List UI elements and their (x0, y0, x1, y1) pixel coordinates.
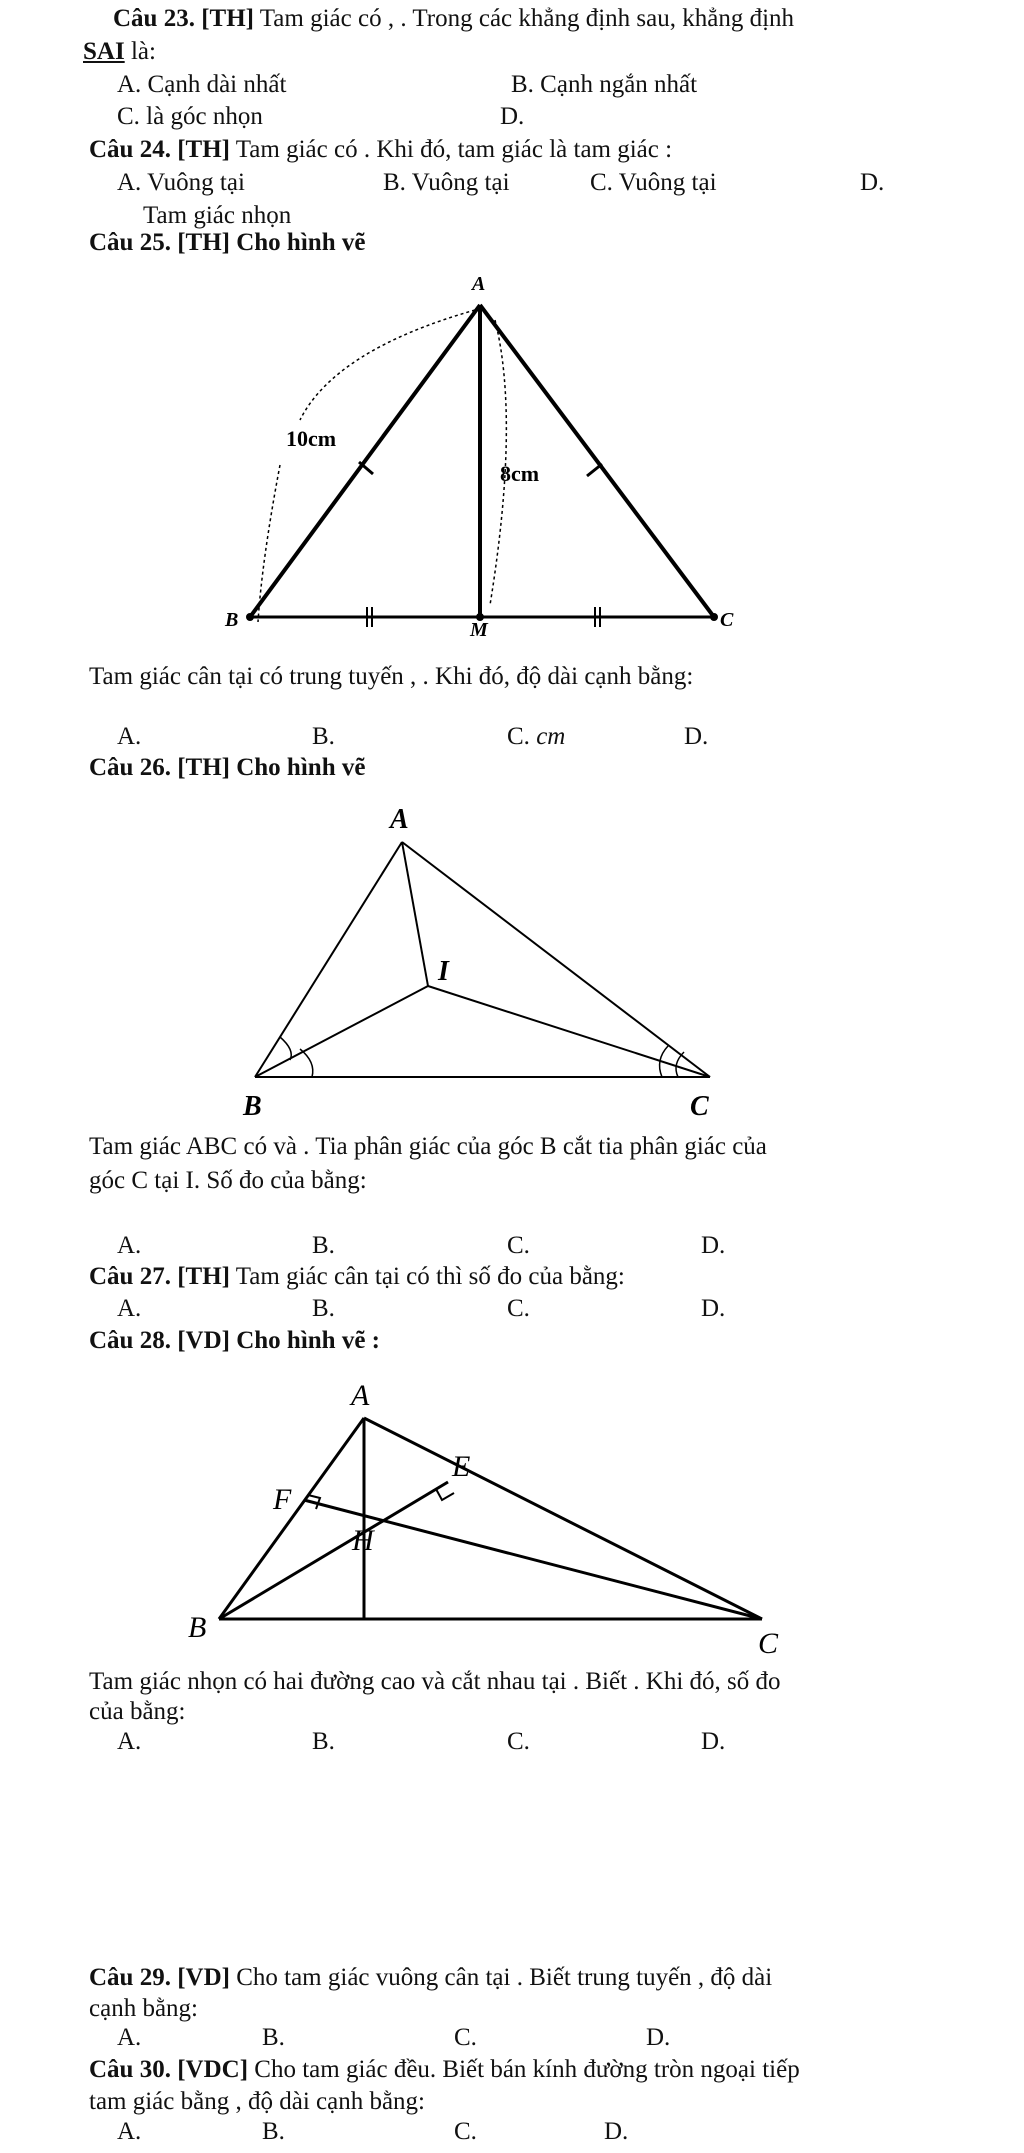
q24-option-d: D. (860, 169, 885, 196)
q24-body: Tam giác có . Khi đó, tam giác là tam giác : (229, 136, 673, 163)
q27-option-a: A. (117, 1295, 142, 1322)
q28-option-d: D. (701, 1728, 726, 1755)
q24-head: Câu 24. [TH] (89, 136, 230, 163)
q25-option-b: B. (312, 723, 335, 750)
q30-head: Câu 30. [VDC] (89, 2056, 249, 2083)
q25-label-c: C (720, 609, 734, 631)
q25-arc-top (300, 310, 475, 420)
q24-option-d-text: Tam giác nhọn (143, 202, 292, 229)
q27-option-c: C. (507, 1295, 530, 1322)
q25-option-c (507, 722, 565, 752)
q29-option-c: C. (454, 2024, 477, 2051)
q29-text-line1 (89, 1963, 772, 1993)
q28-text-line2: của bằng: (89, 1698, 186, 1725)
q29-text-line2: cạnh bằng: (89, 1995, 198, 2022)
q29-option-a: A. (117, 2024, 142, 2051)
q25-label-10cm: 10cm (286, 426, 337, 451)
q23-option-c: C. là góc nhọn (117, 103, 263, 130)
q28-option-b: B. (312, 1728, 335, 1755)
q28-text-line1: Tam giác nhọn có hai đường cao và cắt nhau tại . Biết . Khi đó, số đo (89, 1668, 781, 1695)
q23-option-a: A. Cạnh dài nhất (117, 71, 287, 98)
q25-side-ab (250, 305, 480, 617)
q30-text-line1 (89, 2055, 800, 2085)
q25-point-b (247, 614, 254, 621)
q25-option-d: D. (684, 723, 709, 750)
q30-body: Cho tam giác đều. Biết bán kính đường tròn ngoại tiếp (248, 2056, 800, 2083)
q24-option-c: C. Vuông tại (590, 169, 717, 196)
q24-option-b: B. Vuông tại (383, 169, 510, 196)
q30-text-line2: tam giác bằng , độ dài cạnh bằng: (89, 2088, 425, 2115)
q25-text: Tam giác cân tại có trung tuyến , . Khi đó, độ dài cạnh bằng: (89, 663, 694, 690)
q26-label-i: I (438, 956, 449, 987)
q26-side-ab (255, 842, 402, 1077)
q26-option-a: A. (117, 1232, 142, 1259)
q28-head: Câu 28. [VD] Cho hình vẽ : (89, 1327, 381, 1354)
q29-option-b: B. (262, 2024, 285, 2051)
q27-option-d: D. (701, 1295, 726, 1322)
q28-side-ac (364, 1418, 762, 1619)
q29-option-d: D. (646, 2024, 671, 2051)
q25-label-m: M (470, 619, 488, 641)
q28-right-angle-e (436, 1489, 454, 1500)
q28-side-ab (219, 1418, 364, 1619)
q25-option-c-unit: cm (536, 723, 566, 750)
q26-text-line1: Tam giác ABC có và . Tia phân giác của góc B cắt tia phân giác của (89, 1133, 767, 1160)
q26-segment-ci (428, 986, 710, 1077)
q26-figure (255, 842, 710, 1077)
q26-option-c: C. (507, 1232, 530, 1259)
q27-body: Tam giác cân tại có thì số đo của bằng: (229, 1263, 625, 1290)
q23-body: Tam giác có , . Trong các khẳng định sau, khẳng định (253, 5, 795, 32)
q29-body: Cho tam giác vuông cân tại . Biết trung tuyến , độ dài (229, 1964, 773, 1991)
q26-segment-ai (402, 842, 428, 986)
q27-head: Câu 27. [TH] (89, 1263, 230, 1290)
q30-option-b: B. (262, 2118, 285, 2145)
q30-option-c: C. (454, 2118, 477, 2145)
q25-label-b: B (225, 609, 239, 631)
q28-label-b: B (188, 1611, 207, 1644)
q26-option-b: B. (312, 1232, 335, 1259)
q28-option-a: A. (117, 1728, 142, 1755)
q28-altitude-be (219, 1482, 448, 1619)
q28-label-e: E (452, 1450, 471, 1483)
q23-sai: SAI (83, 38, 125, 65)
q27-text (89, 1262, 625, 1292)
q28-label-a: A (351, 1379, 370, 1412)
q25-tick-ac (587, 464, 602, 476)
q24-option-a: A. Vuông tại (117, 169, 245, 196)
q23-head: Câu 23. [TH] (113, 5, 254, 32)
q25-head: Câu 25. [TH] Cho hình vẽ (89, 229, 366, 256)
q26-label-a: A (390, 804, 409, 835)
q26-head: Câu 26. [TH] Cho hình vẽ (89, 754, 366, 781)
q26-label-c: C (690, 1091, 709, 1122)
q28-label-c: C (758, 1627, 779, 1660)
q28-label-f: F (273, 1483, 292, 1516)
q25-label-a: A (472, 273, 486, 295)
q30-option-a: A. (117, 2118, 142, 2145)
q23-option-d: D. (500, 103, 525, 130)
q25-label-8cm: 8cm (500, 461, 540, 486)
q28-option-c: C. (507, 1728, 530, 1755)
q30-option-d: D. (604, 2118, 629, 2145)
q27-option-b: B. (312, 1295, 335, 1322)
q25-option-a: A. (117, 723, 142, 750)
q25-figure (247, 305, 718, 627)
q23-option-b: B. Cạnh ngắn nhất (511, 71, 698, 98)
q26-option-d: D. (701, 1232, 726, 1259)
q28-label-h: H (352, 1524, 374, 1557)
q29-head: Câu 29. [VD] (89, 1964, 230, 1991)
q28-altitude-cf (304, 1500, 762, 1619)
q26-label-b: B (243, 1091, 262, 1122)
q25-option-c-label: C. (507, 723, 537, 750)
q25-point-c (711, 614, 718, 621)
q26-text-line2: góc C tại I. Số đo của bằng: (89, 1167, 367, 1194)
q26-angle-b-1 (280, 1037, 291, 1060)
q28-figure (219, 1418, 762, 1619)
q26-segment-bi (255, 986, 428, 1077)
q23-line2-rest: là: (124, 38, 156, 65)
